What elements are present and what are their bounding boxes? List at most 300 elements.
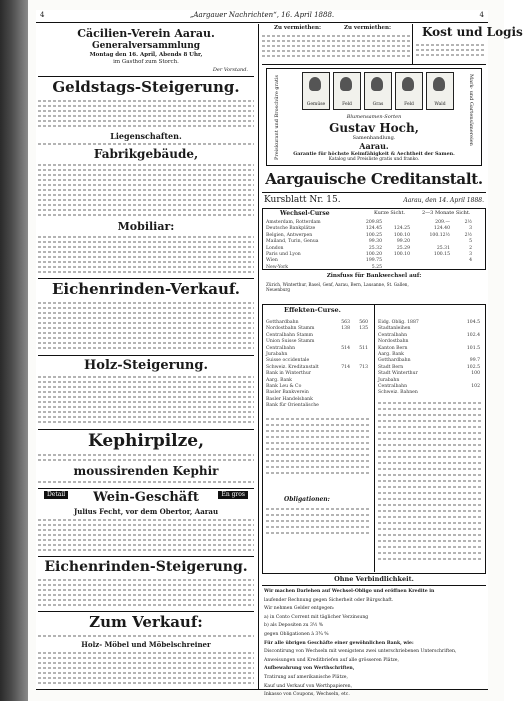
text-line (266, 460, 370, 462)
table-cell: 102.5 (466, 364, 480, 370)
table-cell: Union Suisse Stamm (266, 339, 315, 345)
book-spine (0, 0, 28, 701)
text-line (38, 209, 254, 211)
geldstags-title: Geldstags-Steigerung. (52, 78, 240, 96)
table-cell: Schweiz. Kreditanstalt (266, 364, 319, 370)
general-sign: Der Vorstand. (212, 67, 248, 73)
zins-text: Zürich, Winterthur, Basel, Genf, Aarau, Bern, Lausanne, St. Gallen, Neuenburg (266, 282, 409, 293)
text-line (38, 189, 254, 191)
table-cell: 100.10 (393, 232, 410, 238)
table-cell: 5.25 (371, 264, 382, 270)
mobiliar-title: Mobiliar: (117, 220, 175, 233)
table-cell: 2½ (464, 220, 472, 225)
fabrik-title: Fabrikgebäude, (93, 147, 199, 161)
text-line (378, 528, 482, 530)
footer-line: Inkasso von Coupons, Wechseln, etc. (264, 692, 350, 698)
table-cell: Belgien, Antwerpen (266, 232, 313, 238)
bottom-rule (36, 689, 488, 690)
table-cell: 99.30 (368, 239, 382, 245)
text-line (38, 184, 254, 186)
text-line (378, 510, 482, 512)
vermiethen-text (262, 33, 412, 63)
table-cell: 100.20 (365, 252, 382, 258)
table-cell: 104.5 (466, 320, 480, 325)
table-cell: Centralbahn (378, 332, 408, 338)
text-line (38, 115, 254, 117)
right-column (262, 24, 523, 698)
kost-text (416, 42, 486, 64)
table-cell: New-York (266, 264, 289, 270)
table-cell: Gotthardbahn (266, 320, 299, 325)
text-line (38, 256, 254, 258)
kursblatt: Kursblatt Nr. 15. (264, 195, 341, 205)
text-line (38, 100, 254, 102)
table-cell: Wien (266, 258, 278, 264)
text-line (378, 420, 482, 422)
table-cell: 124.40 (433, 226, 450, 232)
footer-line: Anweisungen und Kreditbriefen auf alle grösseren Plätze, (264, 657, 399, 663)
table-cell (332, 403, 350, 409)
table-cell: 511 (359, 345, 368, 351)
table-cell: 2½ (464, 232, 472, 238)
text-line (262, 55, 412, 57)
text-line (38, 682, 254, 684)
text-line (38, 110, 254, 112)
table-cell: 714 (341, 364, 350, 370)
text-line (266, 454, 370, 456)
table-cell: 25.32 (368, 245, 382, 251)
table-cell (382, 265, 410, 271)
text-line (38, 214, 254, 216)
text-line (266, 430, 370, 432)
divider (38, 429, 254, 430)
table-cell: Centralbahn Stamm (266, 332, 313, 338)
text-line (38, 604, 254, 606)
general-place: im Gasthof zum Storch. (113, 59, 179, 65)
table-cell: Stadt Bern (378, 364, 404, 370)
kephir-title: Kephirpilze, (87, 431, 205, 451)
effekten-split (374, 304, 375, 572)
text-line (378, 480, 482, 482)
table-cell: Suisse occidentale (266, 358, 310, 364)
newspaper-page (36, 10, 523, 698)
text-line (38, 327, 254, 329)
seed-packet (364, 72, 392, 110)
table-cell: Mailand, Turin, Genua (266, 239, 319, 245)
table-cell: Basler Bankverein (266, 390, 309, 396)
table-cell: Jurabahn (378, 377, 400, 383)
text-line (38, 241, 254, 243)
table-cell: Jurabahn (266, 352, 288, 358)
table-cell (450, 265, 472, 271)
text-line (266, 472, 370, 474)
text-line (416, 54, 486, 56)
effekten-left (266, 320, 370, 410)
table-cell: Centralbahn (266, 345, 296, 351)
text-line (38, 584, 254, 586)
text-line (38, 524, 254, 526)
divider (38, 556, 254, 557)
table-cell: Kanton Bern (378, 345, 408, 351)
wechsel-head: Wechsel-Curse (280, 210, 330, 217)
text-line (378, 438, 482, 440)
text-line (38, 164, 254, 166)
table-cell: Nordostbahn Stamm (266, 326, 315, 332)
table-cell: 138 (341, 326, 350, 332)
moussierend-heading: moussirenden Kephir (73, 464, 219, 478)
table-cell: 100.15 (433, 252, 450, 258)
text-line (378, 408, 482, 410)
table-cell: 100.10 (393, 252, 410, 258)
text-line (378, 534, 482, 536)
text-line (378, 492, 482, 494)
text-line (266, 514, 370, 516)
text-line (38, 307, 254, 309)
text-line (38, 236, 254, 238)
text-line (38, 179, 254, 181)
text-line (38, 376, 254, 378)
text-line (378, 456, 482, 458)
samen-line: Samenhandlung. (352, 135, 396, 141)
text-line (378, 414, 482, 416)
text-line (38, 481, 254, 483)
table-cell: 99.7 (469, 358, 480, 364)
text-line (38, 347, 254, 349)
footer-line: Tratirung auf amerikanische Plätze, (264, 674, 348, 680)
table-cell: 3 (469, 252, 472, 258)
text-line (38, 199, 254, 201)
divider (38, 76, 254, 77)
text-line (38, 251, 254, 253)
gustav-name: Gustav Hoch, (329, 121, 419, 135)
text-line (266, 424, 370, 426)
text-line (38, 579, 254, 581)
table-cell: Bank Leu & Co (266, 384, 302, 390)
ohne-verbindlichkeit: Ohne Verbindlichkeit. (334, 575, 414, 583)
flower-icon (309, 77, 321, 91)
katalog-line: Katalog und Preisliste gratis und franko. (328, 157, 420, 162)
text-line (38, 194, 254, 196)
general-date: Montag den 16. April, Abends 8 Uhr, (89, 52, 203, 58)
divider (262, 585, 486, 586)
divider (412, 24, 413, 64)
text-line (38, 635, 254, 637)
text-line (38, 667, 254, 669)
table-cell: 100 (471, 371, 480, 377)
text-line (38, 169, 254, 171)
text-line (266, 508, 370, 510)
text-line (38, 599, 254, 601)
text-line (378, 462, 482, 464)
effekten-right (378, 320, 482, 397)
liegenschaften-heading: Liegenschaften. (110, 131, 182, 141)
text-line (266, 532, 370, 534)
table-cell: 100.25 (365, 232, 382, 238)
seed-packet-label: Feld (342, 101, 352, 107)
text-line (38, 549, 254, 551)
page-number-left: 4 (40, 11, 45, 19)
text-line (38, 594, 254, 596)
seed-packets (302, 72, 452, 112)
text-line (38, 672, 254, 674)
text-line (266, 520, 370, 522)
text-line (378, 402, 482, 404)
seed-packet (302, 72, 330, 110)
text-line (38, 391, 254, 393)
text-line (38, 544, 254, 546)
page-number-right: 4 (479, 11, 484, 19)
table-cell: Centralbahn (378, 384, 408, 390)
footer-line: laufender Rechnung gegen Sicherheit oder Bürgschaft. (264, 597, 394, 603)
footer-line: Für alle übrigen Geschäfte einer gewöhnlichen Bank, wie: (264, 640, 414, 646)
divider (38, 355, 254, 356)
text-line (38, 534, 254, 536)
aarau-line: Aarau. (359, 141, 389, 151)
text-line (38, 261, 254, 263)
general-title: Generalversammlung (91, 41, 201, 51)
table-cell: 199.75 (365, 258, 382, 264)
table-cell: Bank in Winterthur (266, 371, 311, 377)
table-cell: 5 (469, 239, 472, 245)
kurze-head: Kurze Sicht. (374, 210, 406, 216)
table-cell: Basler Handelsbank (266, 396, 313, 402)
table-cell: Stadt Winterthur (378, 371, 418, 377)
text-line (38, 677, 254, 679)
detail-label: Detail (44, 491, 68, 499)
table-cell: 514 (341, 345, 350, 351)
table-cell: Deutsche Bankplätze (266, 226, 316, 232)
text-line (38, 125, 254, 127)
table-cell: Schweiz. Bahnen (378, 390, 418, 396)
divider (262, 192, 486, 193)
table-cell: 100.12½ (429, 232, 450, 238)
table-cell: Amsterdam, Rotterdam (266, 220, 321, 225)
table-cell: 124.45 (365, 226, 382, 232)
table-cell: 563 (341, 320, 350, 325)
zins-head: Zinsfuss für Bankwechsel auf: (326, 273, 422, 279)
seed-ad-vertical-left: Preiskurant und Broschüre gratis (274, 74, 280, 160)
eichenrinden-verkauf-title: Eichenrinden-Verkauf. (51, 280, 241, 298)
text-line (378, 426, 482, 428)
credit-footer (264, 588, 484, 700)
text-line (38, 396, 254, 398)
text-line (38, 312, 254, 314)
text-line (266, 436, 370, 438)
footer-line: b) als Depositen zu 3½ % (264, 623, 324, 629)
footer-line: Wir machen Darlehen auf Wechsel-Obligo und eröffnen Kredite in (264, 589, 435, 594)
table-cell: 2 (469, 245, 472, 251)
page-title: „Aargauer Nachrichten“, 16. April 1888. (189, 11, 335, 19)
table-cell: 560 (359, 320, 368, 325)
text-line (378, 558, 482, 560)
table-cell: 4 (469, 258, 472, 264)
text-line (378, 516, 482, 518)
text-line (38, 662, 254, 664)
text-line (378, 444, 482, 446)
table-cell: Gotthardbahn (378, 358, 411, 364)
text-line (378, 522, 482, 524)
kost-title: Kost und Logis (422, 25, 523, 39)
flower-icon (402, 77, 414, 91)
text-line (378, 474, 482, 476)
text-line (38, 271, 254, 273)
footer-line: Kauf und Verkauf von Werthpapieren, (264, 683, 353, 689)
monate-head: 2—3 Monate Sicht. (422, 210, 471, 216)
table-cell (350, 403, 368, 409)
wechsel-rows (266, 220, 480, 271)
text-line (38, 317, 254, 319)
text-line (416, 49, 486, 51)
table-cell (456, 390, 480, 396)
text-line (38, 246, 254, 248)
seed-ad-vertical-right: Mark- und Gartensämereien (468, 74, 474, 146)
text-line (38, 337, 254, 339)
text-line (38, 302, 254, 304)
text-line (38, 459, 254, 461)
table-cell: Stadtanleihen (378, 326, 411, 332)
table-cell: Nordostbahn (378, 339, 409, 345)
text-line (378, 552, 482, 554)
divider (38, 278, 254, 279)
text-line (38, 657, 254, 659)
text-line (38, 589, 254, 591)
flower-icon (340, 77, 352, 91)
text-line (378, 486, 482, 488)
text-line (378, 498, 482, 500)
text-line (38, 421, 254, 423)
table-cell: 25.29 (396, 245, 410, 251)
zum-verkauf-title: Zum Verkauf: (89, 613, 203, 631)
seed-packet-label: Gras (372, 101, 384, 107)
table-row (378, 390, 482, 396)
footer-line: Wir nehmen Gelder entgegen: (264, 606, 335, 612)
text-line (262, 45, 412, 47)
text-line (266, 448, 370, 450)
engros-label: En gros (218, 491, 248, 499)
divider (262, 64, 486, 65)
text-line (266, 466, 370, 468)
text-line (262, 40, 412, 42)
text-line (38, 143, 254, 145)
credit-title: Aargauische Creditanstalt. (265, 170, 483, 188)
text-line (378, 468, 482, 470)
left-column (38, 24, 254, 690)
text-line (38, 401, 254, 403)
text-line (266, 418, 370, 420)
obligationen-head: Obligationen: (284, 496, 330, 503)
table-row (266, 265, 480, 271)
text-line (38, 174, 254, 176)
vermiethen-1: Zu vermiethen: (274, 25, 321, 31)
text-line (38, 381, 254, 383)
table-cell: 102 (471, 384, 480, 390)
garantie-line: Garantie für höchste Keimfähigkeit & Aechtheit der Samen. (293, 151, 455, 157)
footer-line: Aufbewahrung von Werthschriften, (264, 666, 355, 672)
table-cell: Bank für Orientalische (266, 403, 319, 409)
text-line (38, 529, 254, 531)
seed-packet-label: Gemüse (306, 101, 326, 107)
text-line (38, 332, 254, 334)
fecht-line: Julius Fecht, vor dem Obertor, Aarau (73, 507, 219, 516)
table-cell: 3 (469, 226, 472, 232)
table-cell: 209.85 (365, 220, 382, 225)
text-line (262, 35, 412, 37)
table-cell: 102.4 (466, 332, 480, 338)
table-cell: 99.20 (396, 239, 410, 245)
table-cell (410, 265, 450, 271)
footer-line: gegen Obligationen à 3¾ % (264, 631, 329, 637)
table-cell: 101.5 (466, 345, 480, 351)
column-divider (258, 24, 259, 690)
table-cell: Aarg. Bank (378, 352, 404, 358)
obligationen-rows (266, 506, 370, 568)
table-cell: London (266, 245, 284, 251)
seed-packet-label: Feld (404, 101, 414, 107)
divider (38, 488, 254, 489)
seed-packet-label: Wald (434, 101, 446, 107)
text-line (38, 120, 254, 122)
header-rule (36, 22, 488, 23)
text-line (266, 442, 370, 444)
text-line (266, 526, 370, 528)
seed-packet (426, 72, 454, 110)
table-cell: 209.— (435, 220, 450, 225)
text-line (38, 386, 254, 388)
text-line (378, 540, 482, 542)
table-cell: 124.25 (393, 226, 410, 232)
table-cell: 713 (359, 364, 368, 370)
caecilien-title: Cäcilien-Verein Aarau. (77, 27, 215, 40)
text-line (38, 266, 254, 268)
text-line (38, 105, 254, 107)
flower-icon (433, 77, 445, 91)
eichenrinden-steigerung-title: Eichenrinden-Steigerung. (44, 559, 248, 575)
effekten-right-more (378, 400, 482, 568)
seed-packet (333, 72, 361, 110)
text-line (38, 204, 254, 206)
text-line (38, 342, 254, 344)
table-cell: Aarg. Bank (266, 377, 292, 383)
text-line (38, 652, 254, 654)
text-line (38, 322, 254, 324)
table-cell: Eidg. Oblig. 1887 (378, 320, 419, 325)
text-line (262, 50, 412, 52)
effekten-head: Effekten-Curse. (284, 306, 341, 314)
text-line (416, 44, 486, 46)
wein-title: Wein-Geschäft (93, 490, 199, 505)
blumen-line: Blumensamen-Sorten (346, 114, 402, 120)
footer-line: a) in Conto Corrent mit täglicher Verzinsung (264, 614, 369, 620)
holz-moebel-line: Holz- Möbel und Möbelschreiner (81, 640, 211, 649)
text-line (378, 546, 482, 548)
text-line (38, 539, 254, 541)
divider (38, 611, 254, 612)
text-line (38, 454, 254, 456)
text-line (378, 432, 482, 434)
text-line (38, 406, 254, 408)
kurs-date: Aarau, den 14. April 1888. (403, 197, 484, 204)
table-row (266, 403, 370, 409)
text-line (38, 411, 254, 413)
table-cell: Paris und Lyon (266, 252, 301, 258)
text-line (378, 504, 482, 506)
seed-packet (395, 72, 423, 110)
table-cell: 25.31 (436, 245, 450, 251)
text-line (378, 450, 482, 452)
text-line (38, 519, 254, 521)
text-line (38, 416, 254, 418)
table-cell: 135 (359, 326, 368, 332)
